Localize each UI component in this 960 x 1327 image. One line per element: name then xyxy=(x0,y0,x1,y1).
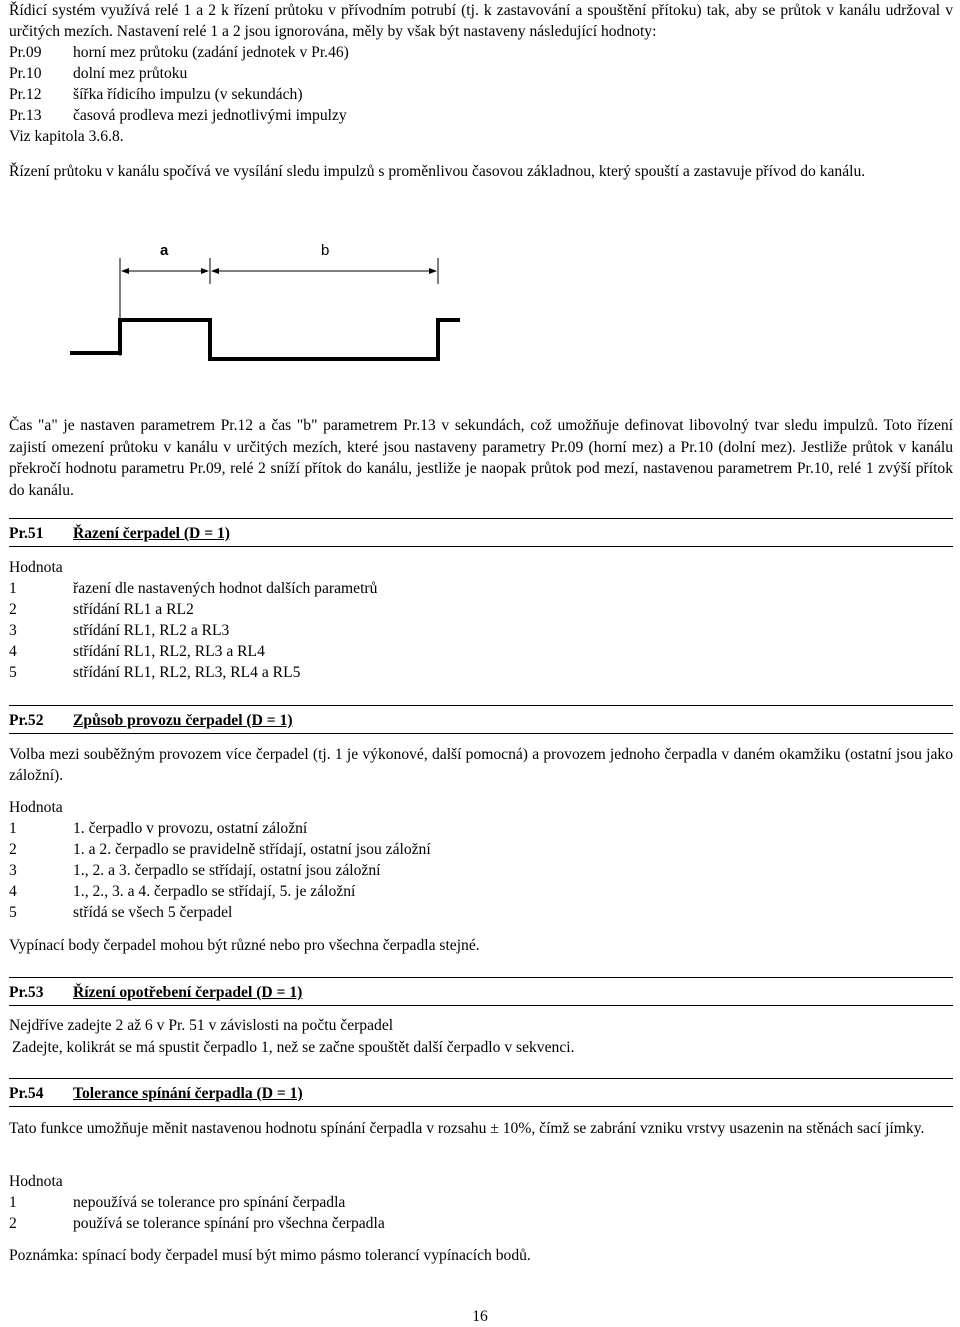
pr52-note: Vypínací body čerpadel mohou být různé nebo pro všechna čerpadla stejné. xyxy=(9,937,480,954)
chapter-reference: Viz kapitola 3.6.8. xyxy=(9,128,124,145)
value-text: 1. čerpadlo v provozu, ostatní záložní xyxy=(73,820,308,837)
section-line-bottom xyxy=(9,546,953,547)
flow-control-paragraph: Řízení průtoku v kanálu spočívá ve vysílání sledu impulzů s proměnlivou časovou základnou, který spouští a zastavuje přívod do kanálu. xyxy=(9,163,866,180)
pr52-description: Volba mezi souběžným provozem více čerpadel (tj. 1 je výkonové, další pomocná) a provozem jednoho čerpadla v daném okamžiku (ostatní jsou jako záložní). xyxy=(9,746,953,784)
value-number: 1 xyxy=(9,820,17,837)
label-b: b xyxy=(321,242,330,259)
hodnota-label: Hodnota xyxy=(9,1173,63,1190)
param-row xyxy=(9,63,953,84)
section-header-pr53 xyxy=(9,980,953,1005)
value-number: 1 xyxy=(9,580,17,597)
timing-explanation: Čas "a" je nastaven parametrem Pr.12 a čas "b" parametrem Pr.13 v sekundách, což umožňuje definovat libovolný tvar sledu impulzů. Toto řízení zajistí omezení průtoku v kanálu v určitých mezích, které jsou nastaveny parametry Pr.09 (horní mez) a Pr.10 (dolní mez). Jestliže průtok v kanálu překročí hodnotu parametru Pr.09, relé 2 sníží přítok do kanálu, jestliže je naopak průtok pod mezí, nastavenou parametrem Pr.10, relé 1 zvýší přítok do kanálu. xyxy=(9,417,953,499)
value-row xyxy=(9,599,953,620)
pr54-values xyxy=(9,1171,953,1234)
value-text: 1., 2. a 3. čerpadlo se střídají, ostatní jsou záložní xyxy=(73,862,381,879)
value-text: 1. a 2. čerpadlo se pravidelně střídají, ostatní jsou záložní xyxy=(73,841,431,858)
value-text: střídání RL1 a RL2 xyxy=(73,601,194,618)
value-number: 5 xyxy=(9,904,17,921)
value-row xyxy=(9,641,953,662)
arrowhead xyxy=(429,268,437,274)
param-row xyxy=(9,84,953,105)
section-code: Pr.54 xyxy=(9,1085,44,1102)
value-text: 1., 2., 3. a 4. čerpadlo se střídají, 5. je záložní xyxy=(73,883,356,900)
section-code: Pr.52 xyxy=(9,712,44,729)
value-row xyxy=(9,860,953,881)
value-number: 4 xyxy=(9,883,17,900)
value-row xyxy=(9,839,953,860)
value-number: 2 xyxy=(9,1215,17,1232)
value-text: střídání RL1, RL2, RL3 a RL4 xyxy=(73,643,265,660)
value-row xyxy=(9,662,953,683)
section-header-pr54 xyxy=(9,1081,953,1106)
pr52-values xyxy=(9,797,953,923)
value-text: používá se tolerance spínání pro všechna čerpadla xyxy=(73,1215,385,1232)
section-header-pr52 xyxy=(9,708,953,733)
value-row xyxy=(9,1192,953,1213)
section-line-top xyxy=(9,1078,953,1079)
param-code: Pr.13 xyxy=(9,107,42,124)
pr53-line1: Nejdříve zadejte 2 až 6 v Pr. 51 v závislosti na počtu čerpadel xyxy=(9,1017,394,1034)
section-title: Tolerance spínání čerpadla (D = 1) xyxy=(73,1085,303,1102)
intro-paragraph: Řídicí systém využívá relé 1 a 2 k řízení průtoku v přívodním potrubí (tj. k zastavování a spouštění přítoku) tak, aby se průtok v kanálu udržoval v určitých mezích. Nastavení relé 1 a 2 jsou ignorována, měly by však být nastaveny následující hodnoty: xyxy=(9,2,953,40)
section-title: Způsob provozu čerpadel (D = 1) xyxy=(73,712,293,729)
value-row xyxy=(9,881,953,902)
section-code: Pr.51 xyxy=(9,525,44,542)
value-row xyxy=(9,902,953,923)
value-row xyxy=(9,1213,953,1234)
pr54-description: Tato funkce umožňuje měnit nastavenou hodnotu spínání čerpadla v rozsahu ± 10%, čímž se zabrání vzniku vrstvy usazenin na stěnách sací jímky. xyxy=(9,1120,925,1137)
section-line-bottom xyxy=(9,1005,953,1006)
hodnota-label: Hodnota xyxy=(9,799,63,816)
param-list xyxy=(9,42,953,147)
section-line-top xyxy=(9,705,953,706)
param-code: Pr.09 xyxy=(9,44,42,61)
section-title: Řízení opotřebení čerpadel (D = 1) xyxy=(73,984,303,1001)
hodnota-label: Hodnota xyxy=(9,559,63,576)
arrowhead xyxy=(211,268,219,274)
section-header-pr51 xyxy=(9,521,953,546)
section-title: Řazení čerpadel (D = 1) xyxy=(73,525,230,542)
pulse-timing-diagram xyxy=(60,236,460,366)
value-number: 5 xyxy=(9,664,17,681)
value-number: 2 xyxy=(9,601,17,618)
value-row xyxy=(9,620,953,641)
value-number: 1 xyxy=(9,1194,17,1211)
param-code: Pr.12 xyxy=(9,86,42,103)
param-row xyxy=(9,105,953,126)
page-number: 16 xyxy=(472,1308,488,1325)
param-text: horní mez průtoku (zadání jednotek v Pr.46) xyxy=(73,44,349,61)
value-number: 2 xyxy=(9,841,17,858)
section-line-bottom xyxy=(9,733,953,734)
value-text: nepoužívá se tolerance pro spínání čerpadla xyxy=(73,1194,346,1211)
param-row xyxy=(9,42,953,63)
value-row xyxy=(9,818,953,839)
arrowhead xyxy=(121,268,129,274)
param-text: šířka řídicího impulzu (v sekundách) xyxy=(73,86,303,103)
param-text: časová prodleva mezi jednotlivými impulzy xyxy=(73,107,347,124)
pr53-line2: Zadejte, kolikrát se má spustit čerpadlo 1, než se začne spouštět další čerpadlo v sekvenci. xyxy=(12,1039,575,1056)
value-row xyxy=(9,578,953,599)
value-text: řazení dle nastavených hodnot dalších parametrů xyxy=(73,580,378,597)
section-line-top xyxy=(9,977,953,978)
param-code: Pr.10 xyxy=(9,65,42,82)
section-line-bottom xyxy=(9,1106,953,1107)
param-text: dolní mez průtoku xyxy=(73,65,188,82)
value-number: 3 xyxy=(9,862,17,879)
value-text: střídání RL1, RL2, RL3, RL4 a RL5 xyxy=(73,664,301,681)
value-text: střídání RL1, RL2 a RL3 xyxy=(73,622,230,639)
pulse-waveform xyxy=(70,320,460,359)
section-line-top xyxy=(9,518,953,519)
pr54-note: Poznámka: spínací body čerpadel musí být mimo pásmo tolerancí vypínacích bodů. xyxy=(9,1247,531,1264)
value-number: 3 xyxy=(9,622,17,639)
value-number: 4 xyxy=(9,643,17,660)
pr51-values xyxy=(9,557,953,683)
arrowhead xyxy=(201,268,209,274)
label-a: a xyxy=(160,242,169,259)
value-text: střídá se všech 5 čerpadel xyxy=(73,904,233,921)
section-code: Pr.53 xyxy=(9,984,44,1001)
